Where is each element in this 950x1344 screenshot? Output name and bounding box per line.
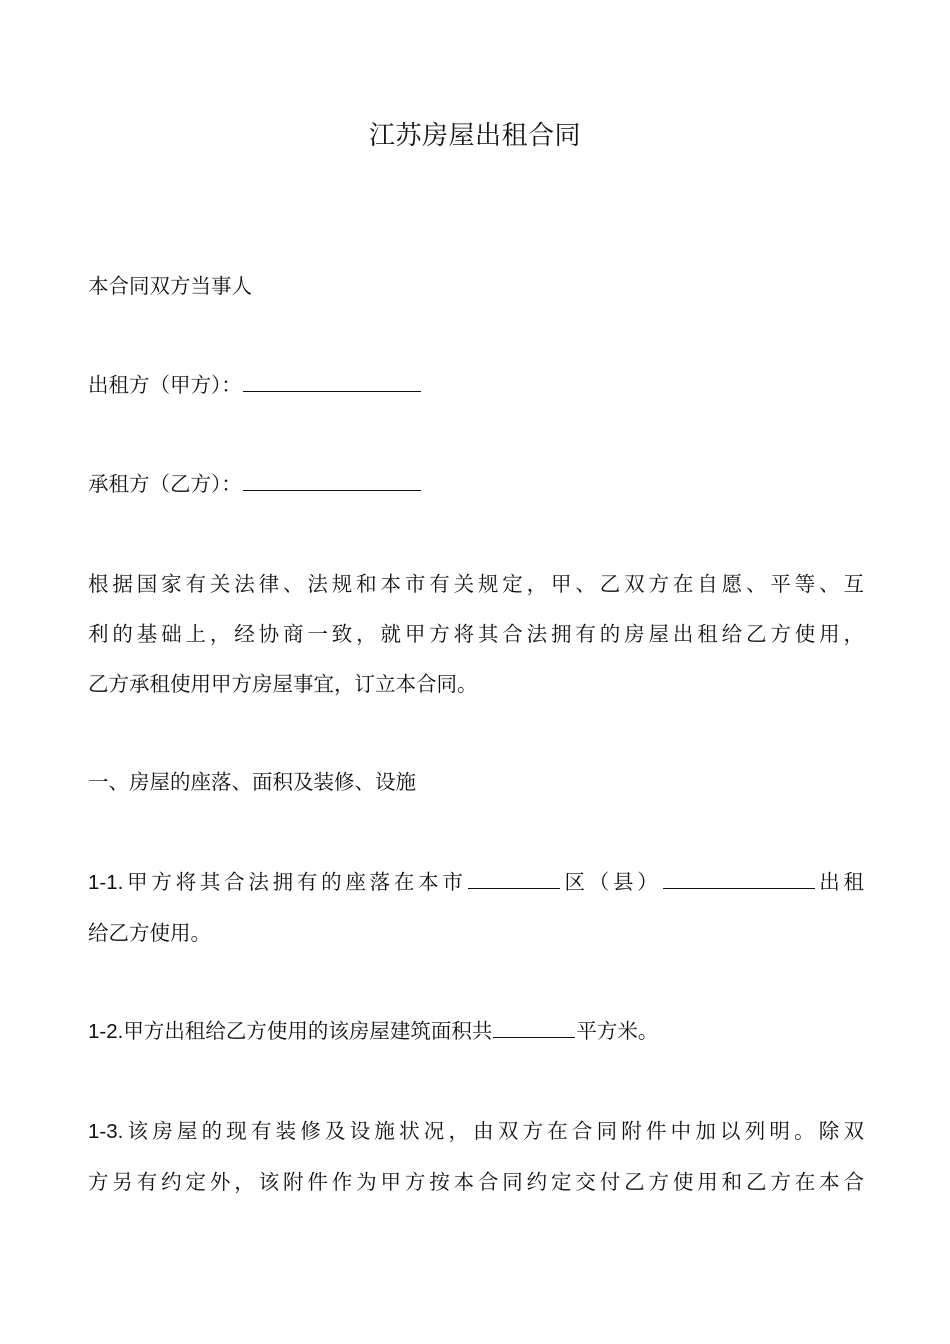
area-blank[interactable]: [493, 1019, 575, 1038]
clause-number: 1-3.: [88, 1120, 124, 1143]
preamble-line: 根据国家有关法律、法规和本市有关规定，甲、乙双方在自愿、平等、互: [88, 572, 864, 596]
clause-1-3: [88, 1106, 864, 1207]
clause-text: 区（县）: [560, 870, 662, 894]
clause-text: 甲方出租给乙方使用的该房屋建筑面积共: [123, 1019, 493, 1043]
preamble-line: 乙方承租使用甲方房屋事宜，订立本合同。: [88, 672, 478, 696]
lessor-blank[interactable]: [243, 373, 421, 392]
lessor-line: [88, 360, 864, 410]
lessee-label: 承租方（乙方）：: [88, 472, 242, 496]
clause-text: 平方米。: [576, 1019, 659, 1043]
district-blank[interactable]: [468, 870, 560, 889]
address-blank[interactable]: [663, 870, 815, 889]
clause-text: 甲方将其合法拥有的座落在本市: [123, 870, 467, 894]
clause-text: 出租: [815, 870, 865, 894]
clause-1-3-line-1: [88, 1106, 864, 1157]
clause-1-2: [88, 1006, 864, 1057]
clause-number: 1-1.: [88, 871, 124, 894]
parties-heading: 本合同双方当事人: [88, 274, 252, 298]
clause-1-1-line-1: [88, 857, 864, 908]
lessor-label: 出租方（甲方）：: [88, 373, 242, 397]
lessee-blank[interactable]: [243, 472, 421, 491]
clause-1-1-line-2: 给乙方使用。: [88, 921, 211, 945]
clause-text: 该房屋的现有装修及设施状况，由双方在合同附件中加以列明。除双: [123, 1119, 864, 1143]
preamble-paragraph: [88, 559, 864, 709]
document-title: 江苏房屋出租合同: [368, 121, 581, 151]
section-1-heading: 一、房屋的座落、面积及装修、设施: [88, 770, 416, 794]
preamble-line: 利的基础上，经协商一致，就甲方将其合法拥有的房屋出租给乙方使用，: [88, 622, 864, 646]
clause-1-1: [88, 857, 864, 958]
lessee-line: [88, 459, 864, 509]
clause-1-3-line-2: 方另有约定外，该附件作为甲方按本合同约定交付乙方使用和乙方在本合: [88, 1170, 864, 1194]
clause-number: 1-2.: [88, 1020, 124, 1043]
